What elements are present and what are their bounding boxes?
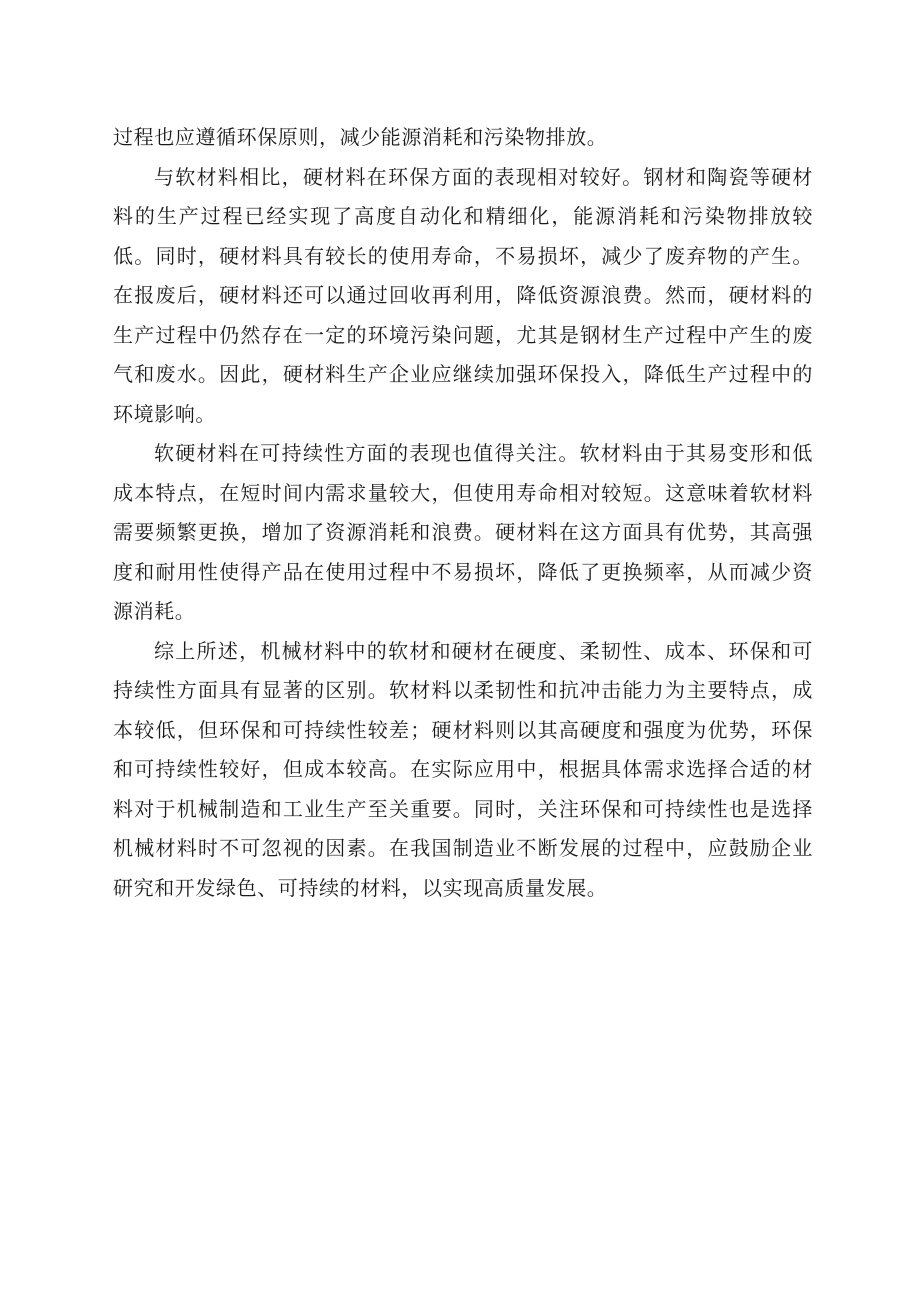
paragraph-continuation: 过程也应遵循环保原则，减少能源消耗和污染物排放。 <box>113 125 608 149</box>
paragraph-conclusion: 综上所述，机械材料中的软材和硬材在硬度、柔韧性、成本、环保和可持续性方面具有显著的区别。软材料以柔韧性和抗冲击能力为主要特点，成本较低，但环保和可持续性较差；硬材料则以其高硬度和强度为优势，环保和可持续性较好，但成本较高。在实际应用中，根据具体需求选择合适的材料对于机械制造和工业生产至关重要。同时，关注环保和可持续性也是选择机械材料时不可忽视的因素。在我国制造业不断发展的过程中，应鼓励企业研究和开发绿色、可持续的材料，以实现高质量发展。 <box>113 638 813 900</box>
paragraph-sustainability: 软硬材料在可持续性方面的表现也值得关注。软材料由于其易变形和低成本特点，在短时间内需求量较大，但使用寿命相对较短。这意味着软材料需要频繁更换，增加了资源消耗和浪费。硬材料在这方面具有优势，其高强度和耐用性使得产品在使用过程中不易损坏，降低了更换频率，从而减少资源消耗。 <box>113 441 813 623</box>
paragraph-hard-materials-environment: 与软材料相比，硬材料在环保方面的表现相对较好。钢材和陶瓷等硬材料的生产过程已经实现了高度自动化和精细化，能源消耗和污染物排放较低。同时，硬材料具有较长的使用寿命，不易损坏，减少了废弃物的产生。在报废后，硬材料还可以通过回收再利用，降低资源浪费。然而，硬材料的生产过程中仍然存在一定的环境污染问题，尤其是钢材生产过程中产生的废气和废水。因此，硬材料生产企业应继续加强环保投入，降低生产过程中的环境影响。 <box>113 164 813 426</box>
document-body <box>113 118 813 908</box>
